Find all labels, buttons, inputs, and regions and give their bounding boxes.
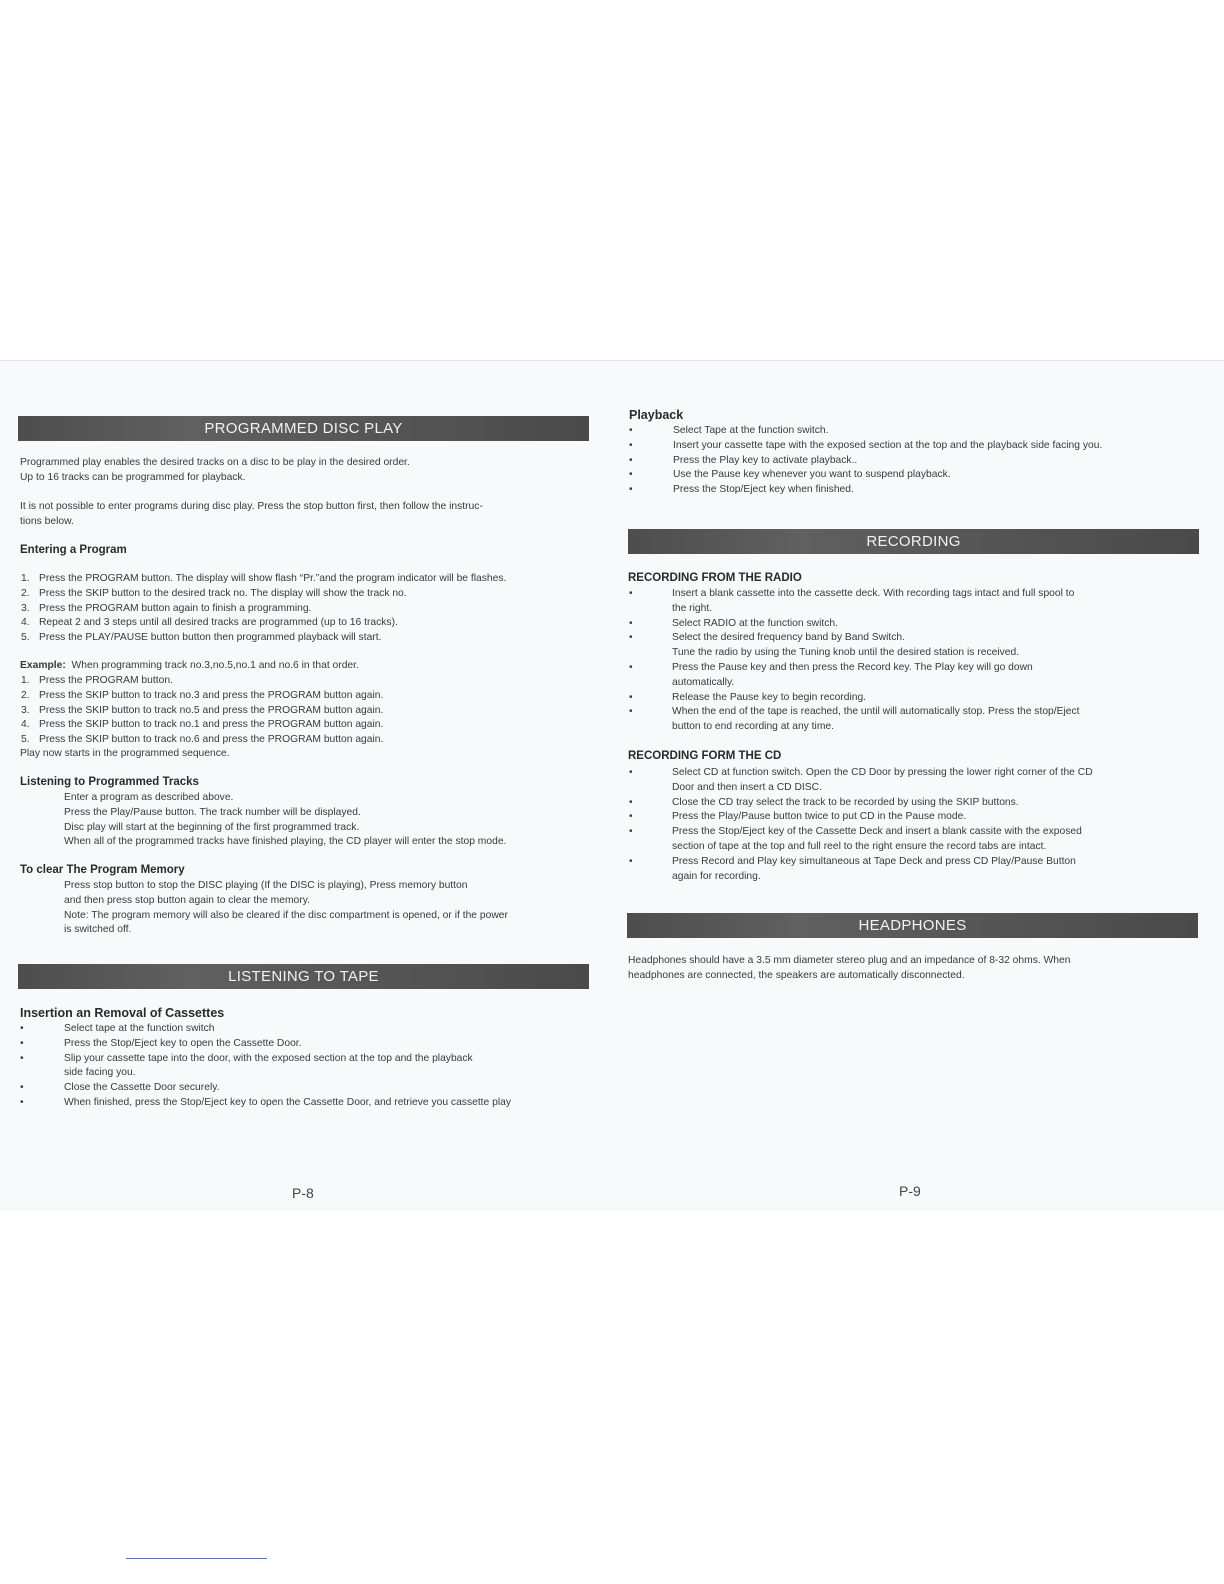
bullet-icon: • bbox=[629, 826, 633, 838]
list-item: • Select CD at function switch. Open the CD Door by pressing the lower right corner of the CD Door and then insert a CD DISC. bbox=[629, 767, 1093, 793]
list-item: 3. Press the SKIP button to track no.5 and press the PROGRAM button again. bbox=[21, 704, 384, 716]
list-item: • When the end of the tape is reached, the until will automatically stop. Press the stop/Eject button to end recording at any time. bbox=[629, 706, 1080, 733]
banner-listening-to-tape bbox=[18, 964, 589, 989]
playback-heading: Playback bbox=[629, 408, 684, 422]
text-line: Programmed play enables the desired tracks on a disc to be play in the desired order. bbox=[20, 457, 410, 468]
list-item: • Insert your cassette tape with the exposed section at the top and the playback side facing you. bbox=[629, 439, 1194, 454]
page-number-left: P-8 bbox=[292, 1185, 314, 1201]
text-line: headphones are connected, the speakers are automatically disconnected. bbox=[628, 969, 965, 981]
list-item: • Press the Pause key and then press the Record key. The Play key will go down automatically. bbox=[629, 661, 1033, 688]
text-line: Enter a program as described above. bbox=[64, 792, 234, 803]
list-item: • Press the Stop/Eject key of the Cassette Deck and insert a blank cassite with the exposed section of tape at the top and full reel to the right ensure the record tabs are intact. bbox=[629, 826, 1082, 852]
list-item: • Use the Pause key whenever you want to suspend playback. bbox=[629, 468, 1194, 483]
banner-label: RECORDING bbox=[866, 533, 961, 550]
bullet-icon: • bbox=[629, 484, 633, 496]
insertion-list bbox=[20, 1022, 580, 1111]
bullet-icon: • bbox=[629, 425, 633, 436]
list-item: • Close the CD tray select the track to be recorded by using the SKIP buttons. bbox=[629, 796, 1194, 811]
list-item: • Select tape at the function switch bbox=[20, 1022, 580, 1037]
text-line: tions below. bbox=[20, 515, 74, 527]
entering-steps-list bbox=[21, 572, 506, 646]
radio-list bbox=[629, 587, 1194, 735]
note-paragraph bbox=[20, 500, 483, 530]
list-item: Tune the radio by using the Tuning knob until the desired station is received. bbox=[672, 647, 1020, 659]
example-steps-list bbox=[21, 674, 383, 748]
list-item: • Press Record and Play key simultaneous at Tape Deck and press CD Play/Pause Button again for recording. bbox=[629, 855, 1076, 882]
bullet-icon: • bbox=[629, 855, 633, 867]
example-end: Play now starts in the programmed sequence. bbox=[20, 748, 230, 759]
text-line: Disc play will start at the beginning of the first programmed track. bbox=[64, 821, 360, 833]
example-label: Example: bbox=[20, 660, 66, 671]
example-line bbox=[20, 659, 359, 674]
text-line: Headphones should have a 3.5 mm diameter stereo plug and an impedance of 8-32 ohms. When bbox=[628, 955, 1071, 966]
banner-recording bbox=[628, 529, 1199, 554]
text-line: Note: The program memory will also be cleared if the disc compartment is opened, or if the power bbox=[64, 909, 508, 921]
listening-heading: Listening to Programmed Tracks bbox=[20, 776, 199, 788]
list-item: • Press the Stop/Eject key when finished. bbox=[629, 483, 1194, 498]
list-item: • Press the Play/Pause button twice to put CD in the Pause mode. bbox=[629, 810, 1194, 825]
text-line: When all of the programmed tracks have finished playing, the CD player will enter the stop mode. bbox=[64, 836, 507, 848]
text-line: It is not possible to enter programs during disc play. Press the stop button first, then follow the instruc- bbox=[20, 501, 483, 512]
bullet-icon: • bbox=[20, 1023, 24, 1034]
banner-label: PROGRAMMED DISC PLAY bbox=[204, 420, 403, 437]
list-item: • Press the Stop/Eject key to open the Cassette Door. bbox=[20, 1037, 580, 1052]
bullet-icon: • bbox=[20, 1082, 24, 1094]
bullet-icon: • bbox=[20, 1037, 24, 1049]
list-item: 1. Press the PROGRAM button. The display will show flash “Pr.”and the program indicator will be flashes. bbox=[21, 573, 507, 584]
text-line: is switched off. bbox=[64, 924, 132, 936]
bullet-icon: • bbox=[629, 617, 633, 629]
playback-list bbox=[629, 424, 1194, 498]
radio-heading: RECORDING FROM THE RADIO bbox=[628, 572, 802, 584]
list-item: • Select RADIO at the function switch. bbox=[629, 617, 1194, 632]
clear-lines bbox=[64, 879, 508, 938]
list-item: 2. Press the SKIP button to the desired track no. The display will show the track no. bbox=[21, 587, 407, 599]
list-item: 4. Repeat 2 and 3 steps until all desired tracks are programmed (up to 16 tracks). bbox=[21, 617, 398, 629]
scanned-spread bbox=[0, 360, 1224, 1211]
bullet-icon: • bbox=[629, 691, 633, 703]
bullet-icon: • bbox=[629, 632, 633, 644]
cd-heading: RECORDING FORM THE CD bbox=[628, 750, 782, 762]
list-item: • Slip your cassette tape into the door, with the exposed section at the top and the playback side facing you. bbox=[20, 1052, 473, 1079]
bullet-icon: • bbox=[629, 439, 633, 451]
list-item: • Press the Play key to activate playback.. bbox=[629, 454, 1194, 469]
list-item: • Select Tape at the function switch. bbox=[629, 424, 1194, 439]
text-line: Press stop button to stop the DISC playing (If the DISC is playing), Press memory button bbox=[64, 880, 468, 891]
cd-list bbox=[629, 766, 1194, 884]
list-item: • When finished, press the Stop/Eject key to open the Cassette Door, and retrieve you cassette play bbox=[20, 1096, 580, 1111]
intro-paragraph bbox=[20, 456, 410, 486]
listening-lines bbox=[64, 791, 506, 850]
bullet-icon: • bbox=[629, 469, 633, 481]
list-item: 4. Press the SKIP button to track no.1 and press the PROGRAM button again. bbox=[21, 719, 384, 731]
banner-programmed-disc-play bbox=[18, 416, 589, 441]
bullet-icon: • bbox=[629, 661, 633, 673]
example-text: When programming track no.3,no.5,no.1 and no.6 in that order. bbox=[71, 660, 359, 671]
clear-heading: To clear The Program Memory bbox=[20, 864, 185, 876]
list-item: 1. Press the PROGRAM button. bbox=[21, 675, 173, 686]
bullet-icon: • bbox=[629, 706, 633, 718]
list-item: 5. Press the PLAY/PAUSE button button then programmed playback will start. bbox=[21, 632, 382, 644]
list-item: • Release the Pause key to begin recording. bbox=[629, 691, 1194, 706]
list-item: 2. Press the SKIP button to track no.3 and press the PROGRAM button again. bbox=[21, 689, 384, 701]
underline-mark bbox=[126, 1558, 267, 1559]
text-line: and then press stop button again to clear the memory. bbox=[64, 894, 310, 906]
list-item: • Select the desired frequency band by Band Switch. bbox=[629, 631, 1194, 646]
bullet-icon: • bbox=[629, 588, 633, 599]
text-line: Up to 16 tracks can be programmed for playback. bbox=[20, 471, 246, 483]
list-item: 3. Press the PROGRAM button again to finish a programming. bbox=[21, 602, 312, 614]
page-number-right: P-9 bbox=[899, 1183, 921, 1199]
insertion-heading: Insertion an Removal of Cassettes bbox=[20, 1006, 225, 1020]
banner-label: HEADPHONES bbox=[858, 917, 967, 934]
list-item: • Insert a blank cassette into the cassette deck. With recording tags intact and full spool to the right. bbox=[629, 588, 1075, 614]
list-item: • Close the Cassette Door securely. bbox=[20, 1081, 580, 1096]
bullet-icon: • bbox=[629, 811, 633, 823]
text-line: Press the Play/Pause button. The track number will be displayed. bbox=[64, 806, 361, 818]
list-item: 5. Press the SKIP button to track no.6 and press the PROGRAM button again. bbox=[21, 734, 384, 746]
bullet-icon: • bbox=[20, 1052, 24, 1064]
bullet-icon: • bbox=[629, 796, 633, 808]
bullet-icon: • bbox=[629, 454, 633, 466]
bullet-icon: • bbox=[629, 767, 633, 778]
banner-headphones bbox=[627, 913, 1198, 938]
headphones-paragraph bbox=[628, 954, 1070, 984]
bullet-icon: • bbox=[20, 1096, 24, 1108]
banner-label: LISTENING TO TAPE bbox=[228, 968, 379, 985]
entering-heading: Entering a Program bbox=[20, 544, 127, 556]
